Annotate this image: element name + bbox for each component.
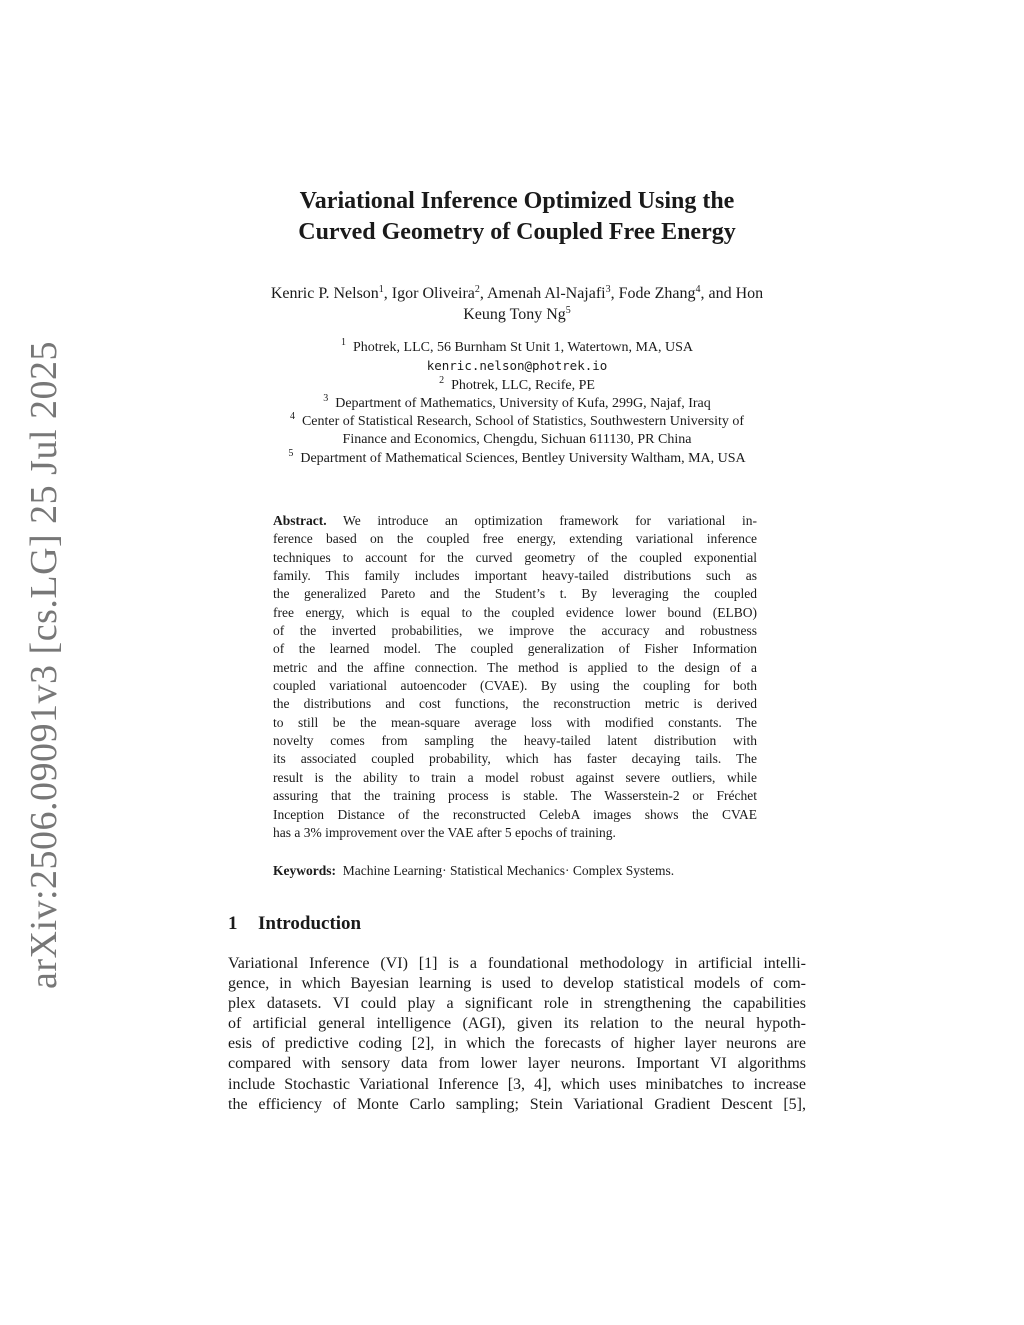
affiliation-text: Photrek, LLC, 56 Burnham St Unit 1, Watertown, MA, USA xyxy=(352,340,694,355)
author-name: Amenah Al-Najafi xyxy=(487,285,606,302)
author-name: Kenric P. Nelson xyxy=(270,285,379,302)
body-line: compared with sensory data from lower layer neurons. Important VI algorithms xyxy=(228,1055,806,1073)
affiliation-2 xyxy=(228,374,806,395)
abstract-line: Inception Distance of the reconstructed CelebA images shows the CVAE xyxy=(273,806,757,822)
abstract xyxy=(273,512,757,842)
abstract-line: assuring that the training process is stable. The Wasserstein-2 or Fréchet xyxy=(273,788,757,804)
introduction-body xyxy=(228,954,806,1115)
abstract-line: family. This family includes important heavy-tailed distributions such as xyxy=(273,568,757,584)
affiliation-text: Finance and Economics, Chengdu, Sichuan 611130, PR China xyxy=(342,432,692,448)
author-separator: , xyxy=(610,285,619,302)
arxiv-identifier-stamp xyxy=(0,0,90,1325)
abstract-line: its associated coupled probability, which has faster decaying tails. The xyxy=(273,751,757,767)
abstract-line: has a 3% improvement over the VAE after 5 epochs of training. xyxy=(273,824,616,840)
abstract-line: of the learned model. The coupled generalization of Fisher Information xyxy=(273,641,757,657)
abstract-line xyxy=(273,512,757,530)
affiliation-mark: 3 xyxy=(323,392,329,404)
body-line: gence, in which Bayesian learning is used to develop statistical models of com- xyxy=(228,975,806,993)
author-list xyxy=(228,283,806,325)
email-link[interactable]: kenric.nelson@photrek.io xyxy=(426,358,608,374)
affiliation-text: Photrek, LLC, Recife, PE xyxy=(451,377,595,393)
author-affiliation-mark: 3 xyxy=(605,284,611,295)
abstract-line: ference based on the coupled free energy, extending variational inference xyxy=(273,531,757,547)
body-line: plex datasets. VI could play a significant role in strengthening the capabilities xyxy=(228,995,806,1013)
keywords-text: Machine Learning· Statistical Mechanics· Complex Systems. xyxy=(342,863,675,878)
author-name-part-2: Keung Tony Ng xyxy=(463,306,566,323)
abstract-line: result is the ability to train a model robust against severe outliers, while xyxy=(273,769,757,785)
title-line-2: Curved Geometry of Coupled Free Energy xyxy=(298,219,736,245)
abstract-text: We introduce an optimization framework for variational in- xyxy=(343,513,757,528)
keywords-label: Keywords: xyxy=(273,863,336,878)
section-heading xyxy=(228,911,806,937)
author-affiliation-mark: 2 xyxy=(474,284,480,295)
affiliation-text: Center of Statistical Research, School of Statistics, Southwestern University of xyxy=(301,414,745,430)
affiliation-text: Department of Mathematics, University of Kufa, 299G, Najaf, Iraq xyxy=(335,395,711,411)
keywords xyxy=(273,862,773,880)
abstract-line: the generalized Pareto and the Student’s t. By leveraging the coupled xyxy=(273,586,757,602)
affiliation-email[interactable] xyxy=(228,357,806,376)
affiliation-mark: 2 xyxy=(439,374,445,386)
paper-title xyxy=(228,186,806,248)
body-line: include Stochastic Variational Inference [3, 4], which uses minibatches to increase xyxy=(228,1075,806,1093)
abstract-line: novelty comes from sampling the heavy-tailed latent distribution with xyxy=(273,733,757,749)
author-affiliation-mark: 4 xyxy=(695,284,701,295)
authors-line-1 xyxy=(228,283,806,304)
author-separator: , and xyxy=(700,285,736,302)
author-affiliation-mark: 5 xyxy=(565,305,571,316)
abstract-line: the distributions and cost functions, the reconstruction metric is derived xyxy=(273,696,757,712)
abstract-line: techniques to account for the curved geometry of the coupled exponential xyxy=(273,549,757,565)
arxiv-id-text: arXiv:2506.09091v3 [cs.LG] 25 Jul 2025 xyxy=(23,340,65,990)
affiliation-mark: 4 xyxy=(289,411,295,423)
affiliation-1 xyxy=(228,339,806,357)
body-line: Variational Inference (VI) [1] is a foundational methodology in artificial intelli- xyxy=(228,955,806,972)
abstract-line: to still be the mean-square average loss with modified constants. The xyxy=(273,714,757,730)
section-title: Introduction xyxy=(258,913,362,934)
affiliation-4-cont xyxy=(228,431,806,449)
abstract-line: coupled variational autoencoder (CVAE). By using the coupling for both xyxy=(273,678,757,694)
body-line: the efficiency of Monte Carlo sampling; Stein Variational Gradient Descent [5], xyxy=(228,1095,806,1113)
abstract-line: of the inverted probabilities, we improve the accuracy and robustness xyxy=(273,623,757,639)
author-separator: , xyxy=(383,285,392,302)
title-line-1: Variational Inference Optimized Using the xyxy=(299,188,735,214)
affiliation-text: Department of Mathematical Sciences, Bentley University Waltham, MA, USA xyxy=(300,450,746,466)
author-affiliation-mark: 1 xyxy=(378,284,384,295)
body-line: esis of predictive coding [2], in which the forecasts of higher layer neurons are xyxy=(228,1035,806,1053)
affiliation-5 xyxy=(228,447,806,468)
affiliation-3 xyxy=(228,392,806,413)
section-number: 1 xyxy=(228,913,238,934)
authors-line-2 xyxy=(228,304,806,325)
abstract-line: metric and the affine connection. The method is applied to the design of a xyxy=(273,659,757,675)
body-line: of artificial general intelligence (AGI), given its relation to the neural hypoth- xyxy=(228,1015,806,1033)
author-separator: , xyxy=(479,285,487,302)
affiliation-mark: 1 xyxy=(340,337,346,348)
author-name: Fode Zhang xyxy=(618,285,696,302)
affiliation-mark: 5 xyxy=(288,447,294,459)
author-name-part-1: Hon xyxy=(735,285,764,302)
abstract-label: Abstract. xyxy=(273,513,327,528)
author-name: Igor Oliveira xyxy=(391,285,475,302)
affiliation-4 xyxy=(228,413,806,431)
affiliations xyxy=(228,339,806,468)
abstract-line: free energy, which is equal to the coupled evidence lower bound (ELBO) xyxy=(273,604,757,620)
